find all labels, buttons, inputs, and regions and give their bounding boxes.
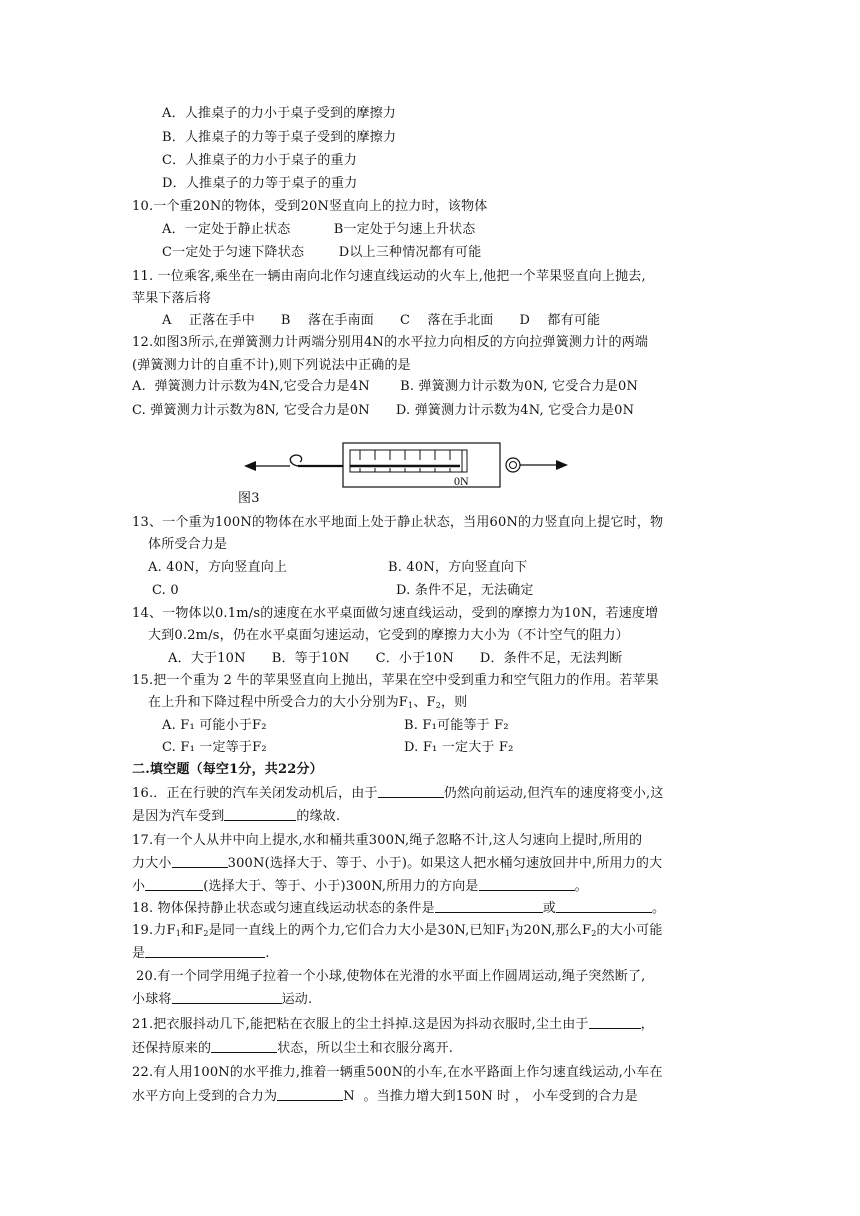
- q12-stem-line1: 12.如图3所示,在弹簧测力计两端分别用4N的水平拉力向相反的方向拉弹簧测力计的两端: [132, 335, 649, 350]
- q14-stem-line1: 14、一物体以0.1m/s的速度在水平桌面做匀速直线运动，受到的摩擦力为10N，若速度增: [132, 606, 659, 621]
- q21-blank-1[interactable]: [589, 1016, 641, 1029]
- q19-line2: 是 .: [132, 946, 270, 961]
- q13-stem-line1: 13、一个重为100N的物体在水平地面上处于静止状态，当用60N的力竖直向上提它时，物: [132, 515, 664, 530]
- q20-line1: 20.有一个同学用绳子拉着一个小球,使物体在光滑的水平面上作圆周运动,绳子突然断了,: [136, 969, 646, 984]
- q22-line1: 22.有人用100N的水平推力,推着一辆重500N的小车,在水平路面上作匀速直线运动,小车在: [132, 1065, 663, 1080]
- q13-option-a: A. 40N，方向竖直向上: [148, 560, 288, 575]
- q11-stem-line1: 11. 一位乘客,乘坐在一辆由南向北作匀速直线运动的火车上,他把一个苹果竖直向上抛去,: [132, 269, 646, 284]
- q21-line1: 21.把衣服抖动几下,能把粘在衣服上的尘土抖掉.这是因为抖动衣服时,尘土由于 ，: [132, 1017, 654, 1032]
- q14-stem-line2: 大到0.2m/s，仍在水平桌面匀速运动，它受到的摩擦力大小为（不计空气的阻力）: [148, 628, 629, 643]
- q12-options-cd: C. 弹簧测力计示数为8N, 它受合力是0N D. 弹簧测力计示数为4N, 它受合力是0N: [132, 403, 635, 418]
- q17-blank-2[interactable]: [145, 878, 203, 891]
- right-arrow-head-icon: [556, 460, 568, 470]
- q19-line1: 19.力$F_1$和$F_2$是同一直线上的两个力,它们合力大小是30N,已知$F_1$为20N,那么$F_2$的大小可能: [132, 923, 663, 938]
- q15-stem-line2: 在上升和下降过程中所受合力的大小分别为$F_1$、$F_2$，则: [148, 695, 468, 710]
- q12-stem-line2: (弹簧测力计的自重不计),则下列说法中正确的是: [132, 358, 411, 373]
- q22-line2: 水平方向上受到的合力为 N 。当推力增大到150N 时 ， 小车受到的合力是: [132, 1089, 638, 1104]
- q13-option-b: B. 40N，方向竖直向下: [388, 560, 528, 575]
- q17-blank-3[interactable]: [479, 878, 575, 891]
- q20-blank[interactable]: [172, 991, 282, 1004]
- q18-line: 18. 物体保持静止状态或匀速直线运动状态的条件是 或 。: [132, 901, 666, 916]
- q15-option-d: D. F₁ 一定大于 F₂: [404, 740, 514, 755]
- q10-options-cd: C一定处于匀速下降状态 D以上三种情况都有可能: [162, 245, 482, 260]
- q16-line2: 是因为汽车受到 的缘故.: [132, 809, 341, 824]
- hook-icon: [290, 455, 301, 466]
- q18-blank-1[interactable]: [435, 900, 543, 913]
- q11-options: A 正落在手中 B 落在手南面 C 落在手北面 D 都有可能: [162, 313, 601, 328]
- q22-blank[interactable]: [277, 1088, 343, 1101]
- q16-blank-2[interactable]: [224, 808, 296, 821]
- q20-line2: 小球将 运动.: [132, 992, 313, 1007]
- left-arrow-head-icon: [244, 461, 256, 471]
- q19-blank[interactable]: [145, 945, 265, 958]
- q21-line2: 还保持原来的 状态，所以尘土和衣服分离开.: [132, 1041, 454, 1056]
- q16-blank-1[interactable]: [378, 785, 444, 798]
- q15-stem-line1: 15.把一个重为 2 牛的苹果竖直向上抛出，苹果在空中受到重力和空气阻力的作用。若苹果: [132, 673, 659, 688]
- q18-blank-2[interactable]: [556, 900, 652, 913]
- q15-option-a: A. F₁ 可能小于F₂: [162, 718, 267, 733]
- ring-icon: [506, 458, 520, 472]
- q11-stem-line2: 苹果下落后将: [132, 291, 212, 306]
- q10-options-ab: A．一定处于静止状态 B一定处于匀速上升状态: [162, 222, 476, 237]
- figure-3-caption: 图3: [238, 491, 260, 506]
- ring-inner-icon: [510, 462, 517, 469]
- q9-option-c: C．人推桌子的力小于桌子的重力: [162, 153, 357, 168]
- q9-option-d: D．人推桌子的力等于桌子的重力: [162, 176, 358, 191]
- q17-line1: 17.有一个人从井中向上提水,水和桶共重300N,绳子忽略不计,这人匀速向上提时,所用的: [132, 833, 643, 848]
- q12-options-ab: A. 弹簧测力计示数为4N,它受合力是4N B. 弹簧测力计示数为0N, 它受合力是0N: [132, 379, 639, 394]
- q16-line1: 16.．正在行驶的汽车关闭发动机后，由于 仍然向前运动,但汽车的速度将变小,这: [132, 786, 664, 801]
- q14-options: A．大于10N B．等于10N C．小于10N D．条件不足，无法判断: [168, 651, 623, 666]
- q10-stem: 10.一个重20N的物体，受到20N竖直向上的拉力时，该物体: [132, 199, 488, 214]
- q17-blank-1[interactable]: [172, 855, 228, 868]
- q9-option-b: B．人推桌子的力等于桌子受到的摩擦力: [162, 130, 397, 145]
- q9-option-a: A．人推桌子的力小于桌子受到的摩擦力: [162, 106, 396, 121]
- scale-zero-label: 0N: [454, 474, 469, 488]
- q21-blank-2[interactable]: [211, 1040, 277, 1053]
- q13-stem-line2: 体所受合力是: [148, 537, 228, 552]
- q13-option-d: D. 条件不足，无法确定: [396, 583, 534, 598]
- section-fill-in-title: 二.填空题（每空1分，共22分）: [132, 762, 323, 777]
- q15-option-b: B. F₁可能等于 F₂: [404, 718, 509, 733]
- q17-line3: 小 (选择大于、等于、小于)300N,所用力的方向是 。: [132, 879, 588, 894]
- q17-line2: 力大小 300N(选择大于、等于、小于)。如果这人把水桶匀速放回井中,所用力的大: [132, 856, 663, 871]
- q15-option-c: C. F₁ 一定等于F₂: [162, 740, 267, 755]
- q13-option-c: C. 0: [152, 583, 179, 598]
- spring-scale-figure: [240, 438, 580, 490]
